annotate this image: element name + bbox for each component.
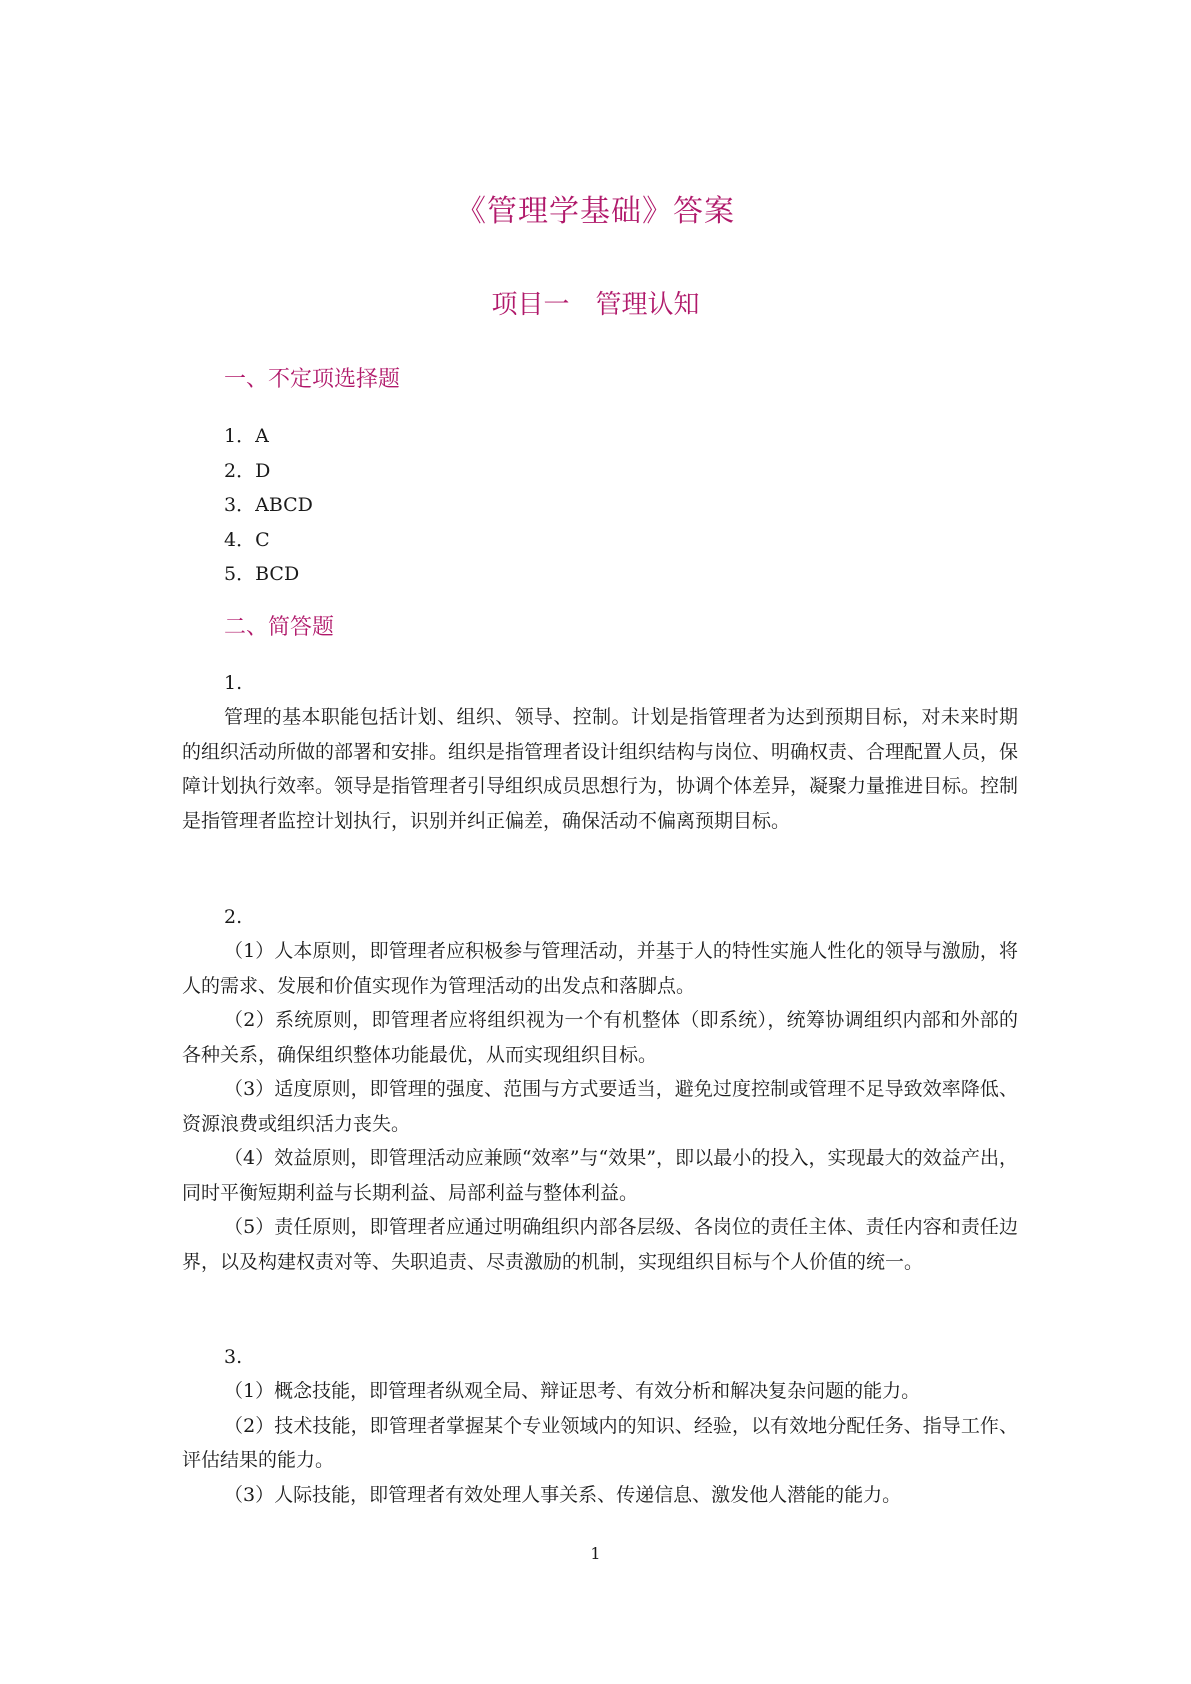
answer-paragraph: （2）系统原则，即管理者应将组织视为一个有机整体（即系统），统筹协调组织内部和外部的各种关系，确保组织整体功能最优，从而实现组织目标。: [182, 1009, 1018, 1066]
answer-value: ABCD: [255, 494, 313, 516]
question-answer: [182, 934, 1018, 1279]
answer-paragraph: （2）技术技能，即管理者掌握某个专业领域内的知识、经验，以有效地分配任务、指导工作、评估结果的能力。: [182, 1414, 1018, 1471]
answer-paragraph: （3）人际技能，即管理者有效处理人事关系、传递信息、激发他人潜能的能力。: [224, 1483, 902, 1506]
list-item: [224, 557, 313, 592]
answer-number: 4．: [224, 528, 256, 551]
answer-value: D: [255, 459, 271, 482]
document-title: 《管理学基础》答案: [456, 194, 735, 229]
answer-paragraph: 管理的基本职能包括计划、组织、领导、控制。计划是指管理者为达到预期目标，对未来时期的组织活动所做的部署和安排。组织是指管理者设计组织结构与岗位、明确权责、合理配置人员，保障计划执行效率。领导是指管理者引导组织成员思想行为，协调个体差异，凝聚力量推进目标。控制是指管理者监控计划执行，识别并纠正偏差，确保活动不偏离预期目标。: [182, 706, 1019, 832]
answer-number: 2．: [224, 459, 256, 482]
list-item: [224, 454, 313, 489]
answer-list: [224, 419, 313, 592]
question-number: 2.: [224, 906, 243, 928]
answer-paragraph: （4）效益原则，即管理活动应兼顾“效率”与“效果”，即以最小的投入，实现最大的效益产出，同时平衡短期利益与长期利益、局部利益与整体利益。: [182, 1147, 1018, 1204]
list-item: [224, 419, 313, 454]
answer-number: 1．: [224, 425, 256, 447]
section-heading-multiple-choice: 一、不定项选择题: [224, 367, 401, 392]
list-item: [224, 488, 313, 523]
answer-value: BCD: [255, 563, 300, 585]
answer-value: C: [255, 528, 270, 551]
project-title: 项目一 管理认知: [491, 290, 700, 320]
question-number: 1.: [224, 672, 243, 694]
question-answer: [182, 1374, 1018, 1512]
answer-paragraph: （1）人本原则，即管理者应积极参与管理活动，并基于人的特性实施人性化的领导与激励，将人的需求、发展和价值实现作为管理活动的出发点和落脚点。: [182, 940, 1018, 997]
answer-value: A: [255, 425, 269, 447]
list-item: [224, 523, 313, 558]
question-number: 3.: [224, 1346, 243, 1368]
answer-paragraph: （3）适度原则，即管理的强度、范围与方式要适当，避免过度控制或管理不足导致效率降低、资源浪费或组织活力丧失。: [182, 1078, 1018, 1135]
answer-paragraph: （5）责任原则，即管理者应通过明确组织内部各层级、各岗位的责任主体、责任内容和责任边界，以及构建权责对等、失职追责、尽责激励的机制，实现组织目标与个人价值的统一。: [182, 1216, 1018, 1273]
page-number: 1: [590, 1544, 601, 1563]
answer-number: 5．: [224, 563, 256, 585]
section-heading-short-answer: 二、简答题: [224, 615, 335, 640]
question-answer: [182, 700, 1018, 838]
answer-paragraph: （1）概念技能，即管理者纵观全局、辩证思考、有效分析和解决复杂问题的能力。: [224, 1380, 921, 1402]
answer-number: 3．: [224, 494, 256, 516]
